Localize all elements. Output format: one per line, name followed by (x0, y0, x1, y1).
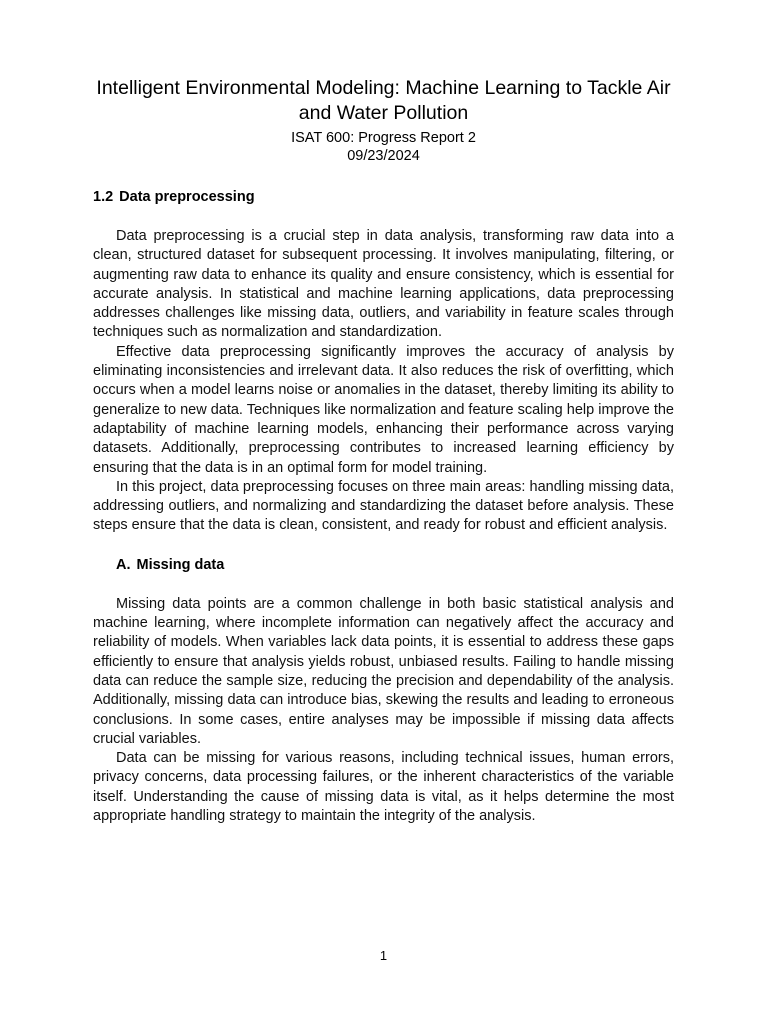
subsection-heading (116, 556, 674, 575)
paragraph-5: Data can be missing for various reasons, including technical issues, human errors, privacy concerns, data processing failures, or the inherent characteristics of the variable itself. Understanding the cause of missing data is vital, as it helps determine the most appropriate handling strategy to maintain the integrity of the analysis. (93, 750, 674, 825)
document-page (93, 0, 674, 1024)
section-title: Data preprocessing (119, 189, 255, 205)
page-number: 1 (379, 948, 388, 963)
paragraph-2: Effective data preprocessing significantly improves the accuracy of analysis by eliminating inconsistencies and irrelevant data. It also reduces the risk of overfitting, which occurs when a model learns noise or anomalies in the dataset, thereby limiting its ability to generalize to new data. Techniques like normalization and feature scaling help improve the adaptability of machine learning models, enhancing their performance across varying datasets. Additionally, preprocessing contributes to increased learning efficiency by ensuring that the data is in an optimal form for model training. (93, 343, 674, 476)
paragraph-4: Missing data points are a common challenge in both basic statistical analysis and machine learning, where incomplete information can negatively affect the accuracy and reliability of models. When variables lack data points, it is essential to address these gaps efficiently to ensure that analysis yields robust, unbiased results. Failing to handle missing data can reduce the sample size, reducing the precision and dependability of the analysis. Additionally, missing data can introduce bias, skewing the results and leading to erroneous conclusions. In some cases, entire analyses may be impossible if missing data affects crucial variables. (93, 595, 674, 747)
paragraph-1: Data preprocessing is a crucial step in data analysis, transforming raw data into a clean, structured dataset for subsequent processing. It involves manipulating, filtering, or augmenting raw data to enhance its quality and ensure consistency, which is essential for accurate analysis. In statistical and machine learning applications, data preprocessing addresses challenges like missing data, outliers, and variability in feature scales through techniques such as normalization and standardization. (93, 228, 674, 341)
section-heading (93, 188, 674, 207)
document-date: 09/23/2024 (347, 148, 420, 164)
section-number: 1.2 (93, 189, 114, 205)
subsection-number: A. (116, 556, 131, 573)
paragraph-3: In this project, data preprocessing focuses on three main areas: handling missing data, addressing outliers, and normalizing and standardizing the dataset before analysis. These steps ensure that the data is clean, consistent, and ready for robust and efficient analysis. (93, 478, 674, 534)
document-subtitle: ISAT 600: Progress Report 2 (291, 130, 476, 146)
subsection-title: Missing data (136, 556, 225, 573)
document-title: Intelligent Environmental Modeling: Machine Learning to Tackle Air and Water Pollution (96, 77, 671, 124)
